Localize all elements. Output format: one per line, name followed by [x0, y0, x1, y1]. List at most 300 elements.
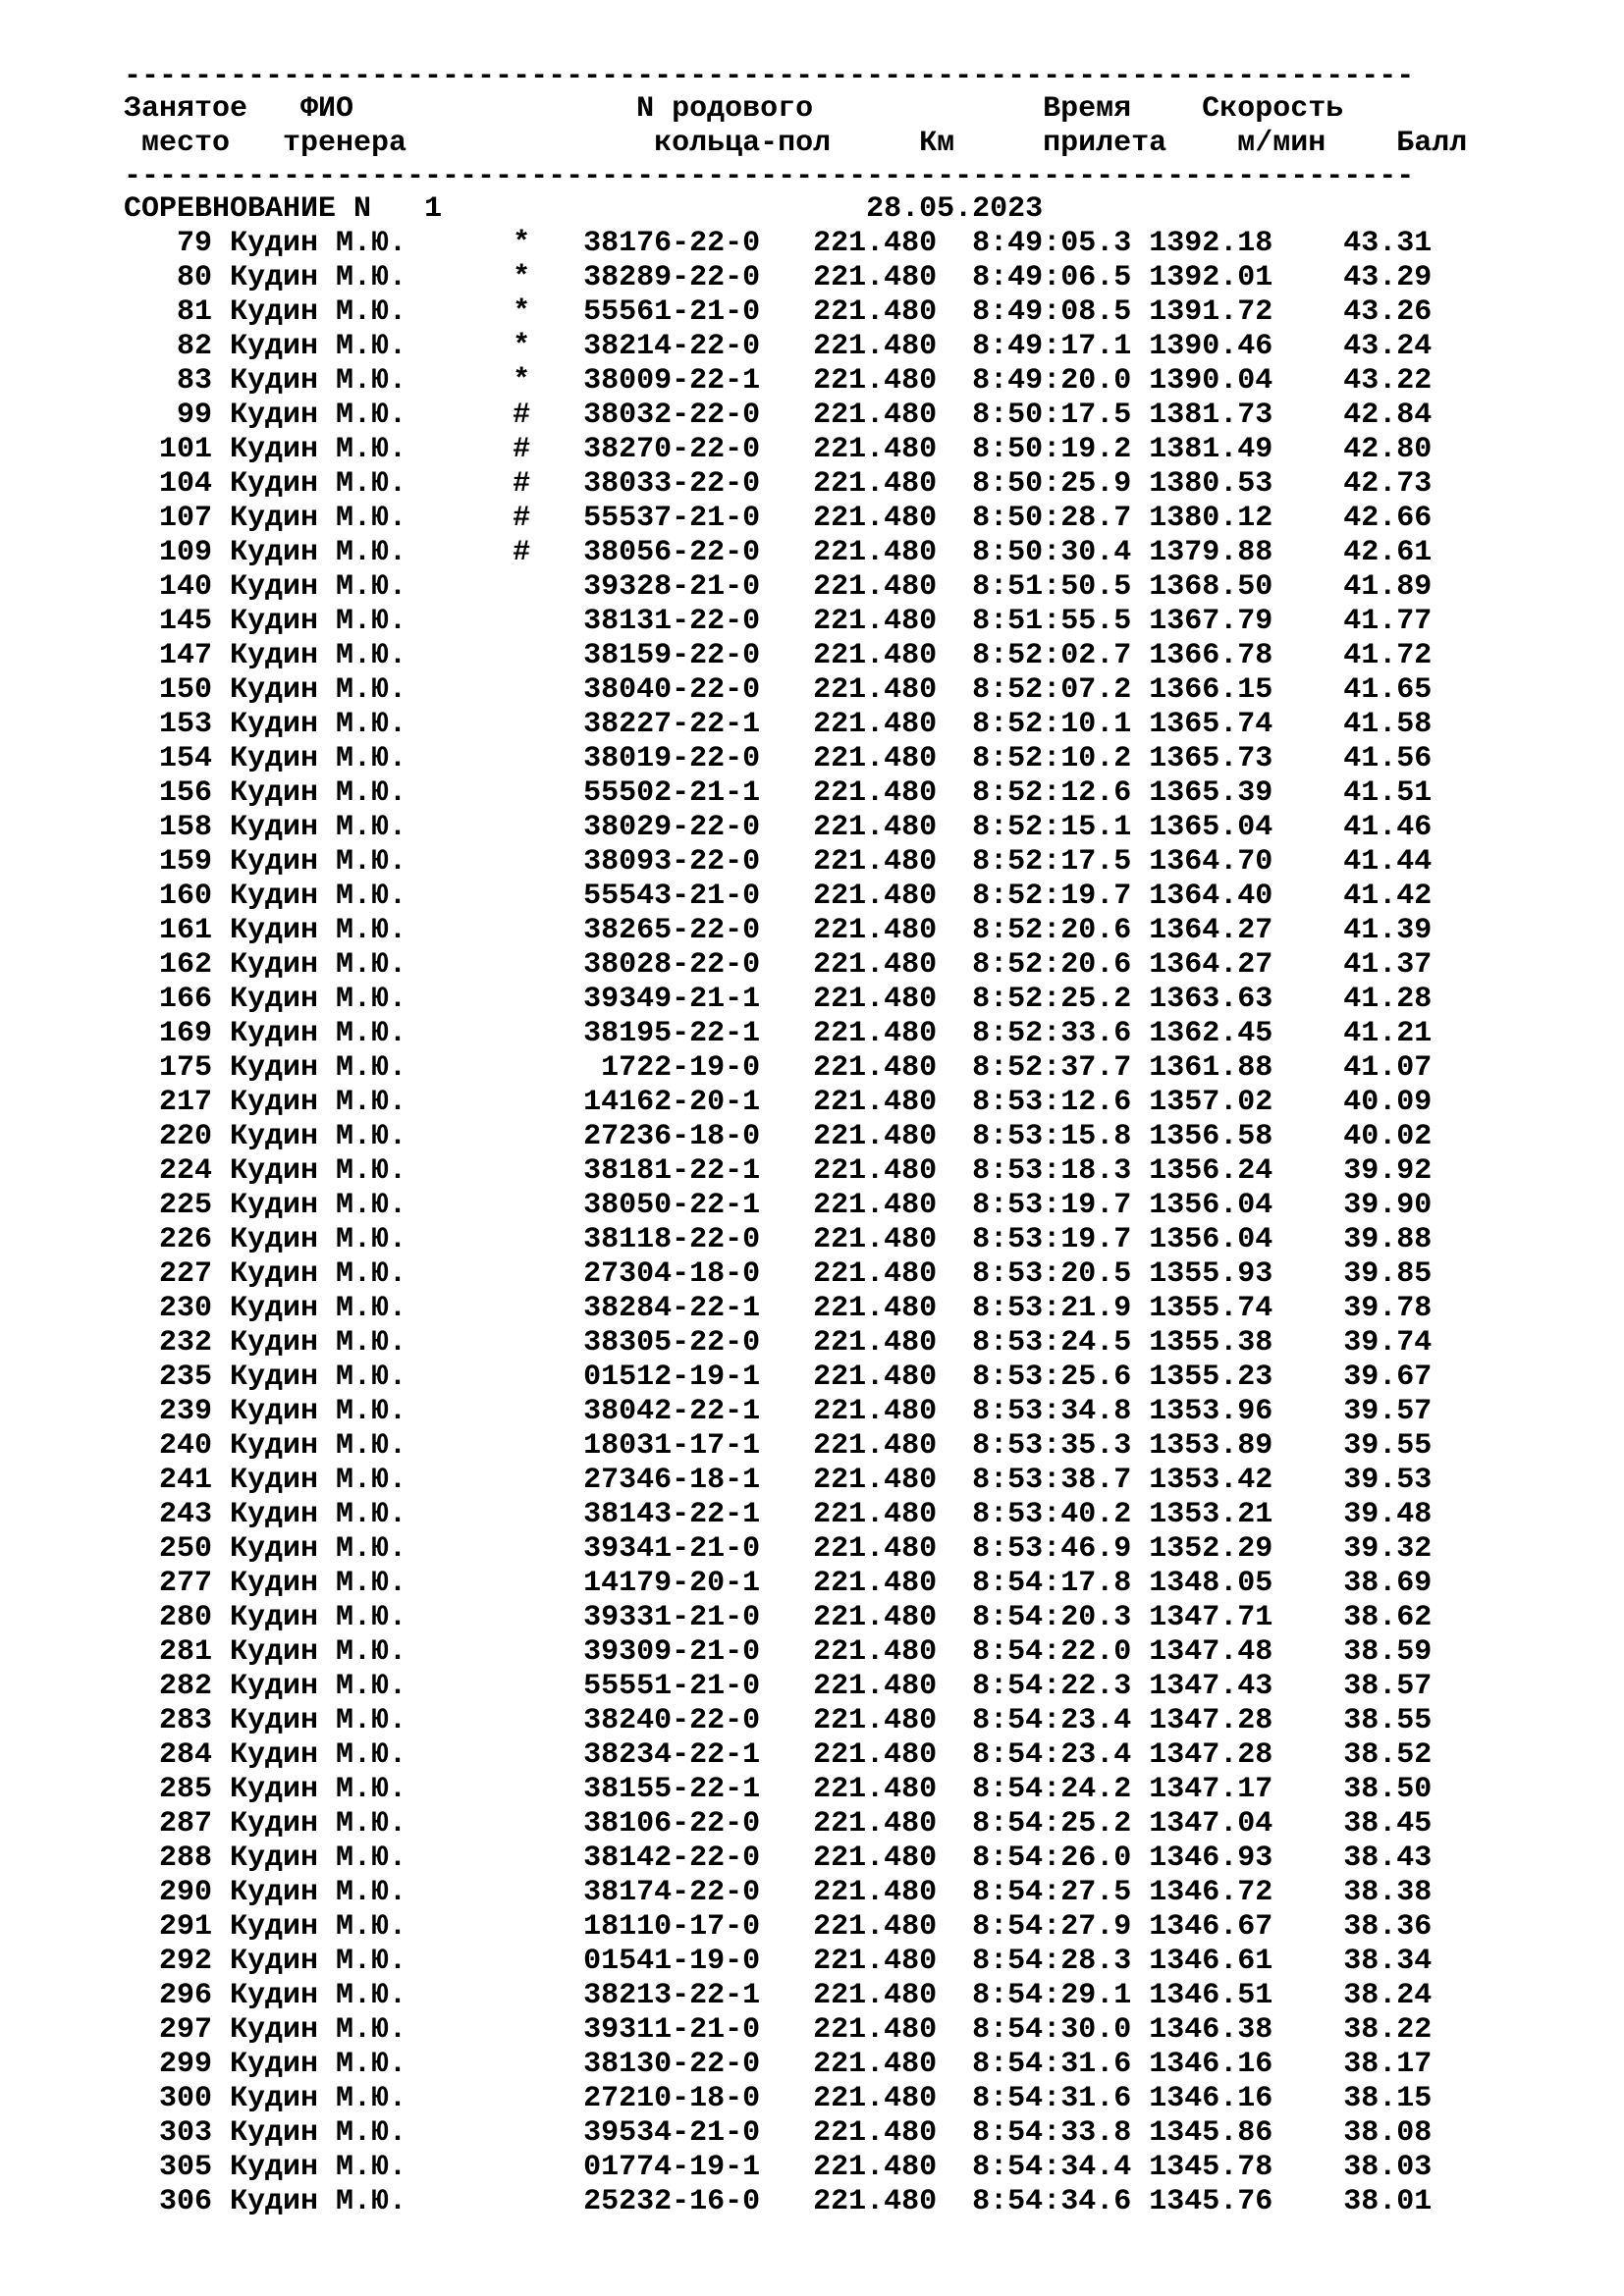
km-cell: 221.480 [760, 1257, 938, 1291]
table-row [124, 2185, 1467, 2219]
mark-cell: # [424, 399, 531, 432]
trainer-cell: Кудин М.Ю. [212, 1635, 425, 1669]
time-cell: 8:54:34.4 [937, 2151, 1132, 2184]
ring-cell: 38106-22-0 [530, 1807, 761, 1841]
table-row [124, 1773, 1467, 1807]
place-cell: 303 [124, 2116, 213, 2150]
ring-cell: 39534-21-0 [530, 2116, 761, 2150]
place-cell: 162 [124, 948, 213, 982]
mark-cell [424, 983, 530, 1016]
ring-cell: 38234-22-1 [530, 1738, 761, 1772]
time-cell: 8:52:33.6 [937, 1017, 1132, 1050]
place-cell: 82 [124, 330, 213, 363]
ring-cell: 38270-22-0 [530, 433, 761, 466]
score-cell: 38.62 [1272, 1601, 1433, 1634]
ring-cell: 39311-21-0 [530, 2013, 761, 2047]
trainer-cell: Кудин М.Ю. [212, 467, 425, 501]
trainer-cell: Кудин М.Ю. [212, 2185, 425, 2218]
place-cell: 217 [124, 1086, 213, 1119]
place-cell: 226 [124, 1223, 213, 1256]
km-cell: 221.480 [760, 673, 938, 707]
table-row [124, 1807, 1467, 1842]
trainer-cell: Кудин М.Ю. [212, 742, 425, 775]
trainer-cell: Кудин М.Ю. [212, 536, 425, 569]
mark-cell [424, 1704, 530, 1737]
mark-cell [424, 1807, 530, 1841]
trainer-cell: Кудин М.Ю. [212, 914, 425, 947]
speed-cell: 1346.16 [1131, 2082, 1273, 2115]
mark-cell [424, 2082, 530, 2115]
time-cell: 8:54:22.0 [937, 1635, 1132, 1669]
table-row [124, 1532, 1467, 1567]
mark-cell [424, 1051, 530, 1085]
mark-cell [424, 2185, 530, 2218]
km-cell: 221.480 [760, 1979, 938, 2012]
km-cell: 221.480 [760, 1017, 938, 1050]
ring-cell: 38214-22-0 [530, 330, 761, 363]
score-cell: 43.22 [1272, 364, 1433, 398]
km-cell: 221.480 [760, 1154, 938, 1188]
place-cell: 175 [124, 1051, 213, 1085]
place-cell: 153 [124, 708, 213, 741]
km-cell: 221.480 [760, 2151, 938, 2184]
score-cell: 39.92 [1272, 1154, 1433, 1188]
trainer-cell: Кудин М.Ю. [212, 2151, 425, 2184]
time-cell: 8:53:25.6 [937, 1361, 1132, 1394]
score-cell: 41.37 [1272, 948, 1433, 982]
time-cell: 8:54:34.6 [937, 2185, 1132, 2218]
table-row [124, 1979, 1467, 2013]
place-cell: 159 [124, 845, 213, 879]
time-cell: 8:53:19.7 [937, 1189, 1132, 1222]
place-cell: 243 [124, 1498, 213, 1531]
speed-cell: 1346.61 [1131, 1945, 1273, 1978]
score-cell: 38.45 [1272, 1807, 1433, 1841]
place-cell: 156 [124, 776, 213, 810]
speed-cell: 1365.74 [1131, 708, 1273, 741]
table-row [124, 1635, 1467, 1670]
trainer-cell: Кудин М.Ю. [212, 1738, 425, 1772]
time-cell: 8:54:25.2 [937, 1807, 1132, 1841]
trainer-cell: Кудин М.Ю. [212, 1807, 425, 1841]
speed-cell: 1390.04 [1131, 364, 1273, 398]
table-row [124, 1498, 1467, 1532]
ring-cell: 38019-22-0 [530, 742, 761, 775]
trainer-cell: Кудин М.Ю. [212, 1532, 425, 1566]
score-cell: 39.74 [1272, 1326, 1433, 1360]
score-cell: 41.46 [1272, 811, 1433, 844]
mark-cell [424, 1738, 530, 1772]
mark-cell [424, 639, 530, 672]
place-cell: 140 [124, 570, 213, 604]
trainer-cell: Кудин М.Ю. [212, 1154, 425, 1188]
mark-cell: # [424, 536, 531, 569]
place-cell: 169 [124, 1017, 213, 1050]
place-cell: 283 [124, 1704, 213, 1737]
ring-cell: 38305-22-0 [530, 1326, 761, 1360]
time-cell: 8:54:33.8 [937, 2116, 1132, 2150]
time-cell: 8:52:10.1 [937, 708, 1132, 741]
speed-cell: 1347.28 [1131, 1738, 1273, 1772]
place-cell: 158 [124, 811, 213, 844]
trainer-cell: Кудин М.Ю. [212, 1773, 425, 1806]
speed-cell: 1357.02 [1131, 1086, 1273, 1119]
place-cell: 285 [124, 1773, 213, 1806]
table-row [124, 1670, 1467, 1704]
speed-cell: 1364.70 [1131, 845, 1273, 879]
km-cell: 221.480 [760, 1498, 938, 1531]
ring-cell: 39331-21-0 [530, 1601, 761, 1634]
trainer-cell: Кудин М.Ю. [212, 1429, 425, 1463]
time-cell: 8:52:19.7 [937, 880, 1132, 913]
speed-cell: 1356.04 [1131, 1223, 1273, 1256]
place-cell: 230 [124, 1292, 213, 1325]
place-cell: 232 [124, 1326, 213, 1360]
km-cell: 221.480 [760, 295, 938, 329]
km-cell: 221.480 [760, 1532, 938, 1566]
mark-cell [424, 742, 530, 775]
place-cell: 292 [124, 1945, 213, 1978]
score-cell: 38.36 [1272, 1910, 1433, 1944]
table-row [124, 1189, 1467, 1223]
score-cell: 38.22 [1272, 2013, 1433, 2047]
score-cell: 40.09 [1272, 1086, 1433, 1119]
ring-cell: 18110-17-0 [530, 1910, 761, 1944]
ring-cell: 1722-19-0 [530, 1051, 761, 1085]
score-cell: 39.48 [1272, 1498, 1433, 1531]
ring-cell: 27346-18-1 [530, 1464, 761, 1497]
place-cell: 227 [124, 1257, 213, 1291]
trainer-cell: Кудин М.Ю. [212, 295, 425, 329]
table-row [124, 261, 1467, 295]
ring-cell: 25232-16-0 [530, 2185, 761, 2218]
ring-cell: 18031-17-1 [530, 1429, 761, 1463]
section-number: 1 [424, 192, 443, 226]
trainer-cell: Кудин М.Ю. [212, 502, 425, 535]
trainer-cell: Кудин М.Ю. [212, 2048, 425, 2081]
ring-cell: 38213-22-1 [530, 1979, 761, 2012]
time-cell: 8:53:38.7 [937, 1464, 1132, 1497]
table-row [124, 1567, 1467, 1601]
trainer-cell: Кудин М.Ю. [212, 880, 425, 913]
mark-cell [424, 2048, 530, 2081]
trainer-cell: Кудин М.Ю. [212, 1086, 425, 1119]
time-cell: 8:50:17.5 [937, 399, 1132, 432]
time-cell: 8:52:12.6 [937, 776, 1132, 810]
place-cell: 220 [124, 1120, 213, 1153]
speed-cell: 1362.45 [1131, 1017, 1273, 1050]
ring-cell: 38265-22-0 [530, 914, 761, 947]
trainer-cell: Кудин М.Ю. [212, 1464, 425, 1497]
table-row [124, 1120, 1467, 1154]
km-cell: 221.480 [760, 1395, 938, 1428]
score-cell: 41.07 [1272, 1051, 1433, 1085]
trainer-cell: Кудин М.Ю. [212, 2082, 425, 2115]
time-cell: 8:54:23.4 [937, 1738, 1132, 1772]
km-cell: 221.480 [760, 1326, 938, 1360]
km-cell: 221.480 [760, 1292, 938, 1325]
mark-cell [424, 673, 530, 707]
km-cell: 221.480 [760, 1567, 938, 1600]
trainer-cell: Кудин М.Ю. [212, 261, 425, 294]
section-line [124, 192, 1467, 227]
score-cell: 38.08 [1272, 2116, 1433, 2150]
speed-cell: 1365.04 [1131, 811, 1273, 844]
place-cell: 235 [124, 1361, 213, 1394]
time-cell: 8:53:18.3 [937, 1154, 1132, 1188]
score-cell: 41.44 [1272, 845, 1433, 879]
mark-cell [424, 1601, 530, 1634]
place-cell: 282 [124, 1670, 213, 1703]
trainer-cell: Кудин М.Ю. [212, 639, 425, 672]
table-row [124, 536, 1467, 570]
place-cell: 277 [124, 1567, 213, 1600]
ring-cell: 14162-20-1 [530, 1086, 761, 1119]
score-cell: 39.55 [1272, 1429, 1433, 1463]
time-cell: 8:54:26.0 [937, 1842, 1132, 1875]
mark-cell [424, 1223, 530, 1256]
ring-cell: 01774-19-1 [530, 2151, 761, 2184]
score-cell: 38.17 [1272, 2048, 1433, 2081]
score-cell: 39.88 [1272, 1223, 1433, 1256]
time-cell: 8:54:29.1 [937, 1979, 1132, 2012]
time-cell: 8:53:20.5 [937, 1257, 1132, 1291]
speed-cell: 1364.27 [1131, 948, 1273, 982]
place-cell: 109 [124, 536, 213, 569]
place-cell: 79 [124, 227, 213, 260]
trainer-cell: Кудин М.Ю. [212, 1051, 425, 1085]
speed-cell: 1347.17 [1131, 1773, 1273, 1806]
trainer-cell: Кудин М.Ю. [212, 1257, 425, 1291]
km-cell: 221.480 [760, 1807, 938, 1841]
speed-cell: 1355.23 [1131, 1361, 1273, 1394]
ring-cell: 38040-22-0 [530, 673, 761, 707]
km-cell: 221.480 [760, 914, 938, 947]
mark-cell [424, 1670, 530, 1703]
header-rule: ------------------------------------------------------------------------- [124, 160, 1415, 193]
trainer-cell: Кудин М.Ю. [212, 1017, 425, 1050]
ring-cell: 01512-19-1 [530, 1361, 761, 1394]
place-cell: 240 [124, 1429, 213, 1463]
table-row [124, 845, 1467, 880]
km-cell: 221.480 [760, 2013, 938, 2047]
km-cell: 221.480 [760, 742, 938, 775]
speed-cell: 1353.42 [1131, 1464, 1273, 1497]
trainer-cell: Кудин М.Ю. [212, 2013, 425, 2047]
speed-cell: 1353.89 [1131, 1429, 1273, 1463]
time-cell: 8:50:28.7 [937, 502, 1132, 535]
speed-cell: 1355.93 [1131, 1257, 1273, 1291]
km-cell: 221.480 [760, 2185, 938, 2218]
km-cell: 221.480 [760, 399, 938, 432]
trainer-cell: Кудин М.Ю. [212, 1601, 425, 1634]
km-cell: 221.480 [760, 880, 938, 913]
km-cell: 221.480 [760, 2048, 938, 2081]
score-cell: 42.84 [1272, 399, 1433, 432]
trainer-cell: Кудин М.Ю. [212, 1498, 425, 1531]
ring-cell: 38130-22-0 [530, 2048, 761, 2081]
speed-cell: 1345.86 [1131, 2116, 1273, 2150]
score-cell: 41.56 [1272, 742, 1433, 775]
header-line-1: Занятое ФИО N родового Время Скорость [124, 92, 1344, 126]
table-row [124, 399, 1467, 433]
speed-cell: 1356.04 [1131, 1189, 1273, 1222]
speed-cell: 1353.21 [1131, 1498, 1273, 1531]
score-cell: 39.32 [1272, 1532, 1433, 1566]
speed-cell: 1346.51 [1131, 1979, 1273, 2012]
time-cell: 8:53:24.5 [937, 1326, 1132, 1360]
speed-cell: 1347.28 [1131, 1704, 1273, 1737]
table-row [124, 1704, 1467, 1738]
score-cell: 38.43 [1272, 1842, 1433, 1875]
ring-cell: 39328-21-0 [530, 570, 761, 604]
km-cell: 221.480 [760, 776, 938, 810]
time-cell: 8:54:22.3 [937, 1670, 1132, 1703]
speed-cell: 1365.39 [1131, 776, 1273, 810]
mark-cell [424, 2116, 530, 2150]
trainer-cell: Кудин М.Ю. [212, 1223, 425, 1256]
speed-cell: 1352.29 [1131, 1532, 1273, 1566]
table-row [124, 639, 1467, 673]
mark-cell: # [424, 433, 531, 466]
mark-cell [424, 1773, 530, 1806]
ring-cell: 55537-21-0 [530, 502, 761, 535]
mark-cell [424, 948, 530, 982]
ring-cell: 38155-22-1 [530, 1773, 761, 1806]
trainer-cell: Кудин М.Ю. [212, 708, 425, 741]
mark-cell [424, 880, 530, 913]
score-cell: 41.42 [1272, 880, 1433, 913]
score-cell: 38.01 [1272, 2185, 1433, 2218]
table-row [124, 1876, 1467, 1910]
mark-cell [424, 845, 530, 879]
place-cell: 299 [124, 2048, 213, 2081]
speed-cell: 1346.93 [1131, 1842, 1273, 1875]
trainer-cell: Кудин М.Ю. [212, 1395, 425, 1428]
time-cell: 8:49:06.5 [937, 261, 1132, 294]
place-cell: 280 [124, 1601, 213, 1634]
time-cell: 8:53:21.9 [937, 1292, 1132, 1325]
time-cell: 8:54:27.5 [937, 1876, 1132, 1909]
place-cell: 288 [124, 1842, 213, 1875]
ring-cell: 27304-18-0 [530, 1257, 761, 1291]
score-cell: 39.85 [1272, 1257, 1433, 1291]
mark-cell [424, 1842, 530, 1875]
header-line-2: место тренера кольца-пол Км прилета м/мин Балл [124, 127, 1468, 160]
ring-cell: 01541-19-0 [530, 1945, 761, 1978]
mark-cell [424, 1120, 530, 1153]
score-cell: 41.28 [1272, 983, 1433, 1016]
ring-cell: 39349-21-1 [530, 983, 761, 1016]
km-cell: 221.480 [760, 227, 938, 260]
km-cell: 221.480 [760, 536, 938, 569]
place-cell: 101 [124, 433, 213, 466]
place-cell: 107 [124, 502, 213, 535]
km-cell: 221.480 [760, 1704, 938, 1737]
trainer-cell: Кудин М.Ю. [212, 1704, 425, 1737]
table-row [124, 1051, 1467, 1086]
table-row [124, 1257, 1467, 1292]
time-cell: 8:54:27.9 [937, 1910, 1132, 1944]
trainer-cell: Кудин М.Ю. [212, 776, 425, 810]
place-cell: 80 [124, 261, 213, 294]
time-cell: 8:52:37.7 [937, 1051, 1132, 1085]
ring-cell: 38118-22-0 [530, 1223, 761, 1256]
ring-cell: 38143-22-1 [530, 1498, 761, 1531]
table-row [124, 2116, 1467, 2151]
km-cell: 221.480 [760, 1773, 938, 1806]
km-cell: 221.480 [760, 1120, 938, 1153]
mark-cell [424, 1979, 530, 2012]
place-cell: 281 [124, 1635, 213, 1669]
speed-cell: 1355.74 [1131, 1292, 1273, 1325]
speed-cell: 1347.43 [1131, 1670, 1273, 1703]
km-cell: 221.480 [760, 1910, 938, 1944]
table-row [124, 1154, 1467, 1189]
table-row [124, 1910, 1467, 1945]
trainer-cell: Кудин М.Ю. [212, 1842, 425, 1875]
place-cell: 284 [124, 1738, 213, 1772]
ring-cell: 38028-22-0 [530, 948, 761, 982]
ring-cell: 38176-22-0 [530, 227, 761, 260]
mark-cell [424, 1292, 530, 1325]
time-cell: 8:50:30.4 [937, 536, 1132, 569]
km-cell: 221.480 [760, 1086, 938, 1119]
mark-cell [424, 1429, 530, 1463]
speed-cell: 1356.24 [1131, 1154, 1273, 1188]
km-cell: 221.480 [760, 948, 938, 982]
trainer-cell: Кудин М.Ю. [212, 1361, 425, 1394]
score-cell: 38.15 [1272, 2082, 1433, 2115]
time-cell: 8:54:31.6 [937, 2082, 1132, 2115]
mark-cell [424, 1154, 530, 1188]
km-cell: 221.480 [760, 1223, 938, 1256]
score-cell: 39.53 [1272, 1464, 1433, 1497]
km-cell: 221.480 [760, 708, 938, 741]
trainer-cell: Кудин М.Ю. [212, 1292, 425, 1325]
ring-cell: 38181-22-1 [530, 1154, 761, 1188]
score-cell: 39.78 [1272, 1292, 1433, 1325]
speed-cell: 1380.12 [1131, 502, 1273, 535]
table-row [124, 1223, 1467, 1257]
trainer-cell: Кудин М.Ю. [212, 2116, 425, 2150]
trainer-cell: Кудин М.Ю. [212, 330, 425, 363]
table-row [124, 364, 1467, 399]
place-cell: 160 [124, 880, 213, 913]
speed-cell: 1346.72 [1131, 1876, 1273, 1909]
trainer-cell: Кудин М.Ю. [212, 1876, 425, 1909]
ring-cell: 38227-22-1 [530, 708, 761, 741]
time-cell: 8:52:15.1 [937, 811, 1132, 844]
ring-cell: 38042-22-1 [530, 1395, 761, 1428]
km-cell: 221.480 [760, 605, 938, 638]
mark-cell: # [424, 502, 531, 535]
time-cell: 8:52:20.6 [937, 914, 1132, 947]
time-cell: 8:51:50.5 [937, 570, 1132, 604]
ring-cell: 55551-21-0 [530, 1670, 761, 1703]
speed-cell: 1347.48 [1131, 1635, 1273, 1669]
trainer-cell: Кудин М.Ю. [212, 1910, 425, 1944]
time-cell: 8:52:25.2 [937, 983, 1132, 1016]
ring-cell: 38240-22-0 [530, 1704, 761, 1737]
time-cell: 8:54:30.0 [937, 2013, 1132, 2047]
trainer-cell: Кудин М.Ю. [212, 1979, 425, 2012]
score-cell: 38.69 [1272, 1567, 1433, 1600]
km-cell: 221.480 [760, 467, 938, 501]
score-cell: 42.61 [1272, 536, 1433, 569]
ring-cell: 38032-22-0 [530, 399, 761, 432]
table-row [124, 880, 1467, 914]
